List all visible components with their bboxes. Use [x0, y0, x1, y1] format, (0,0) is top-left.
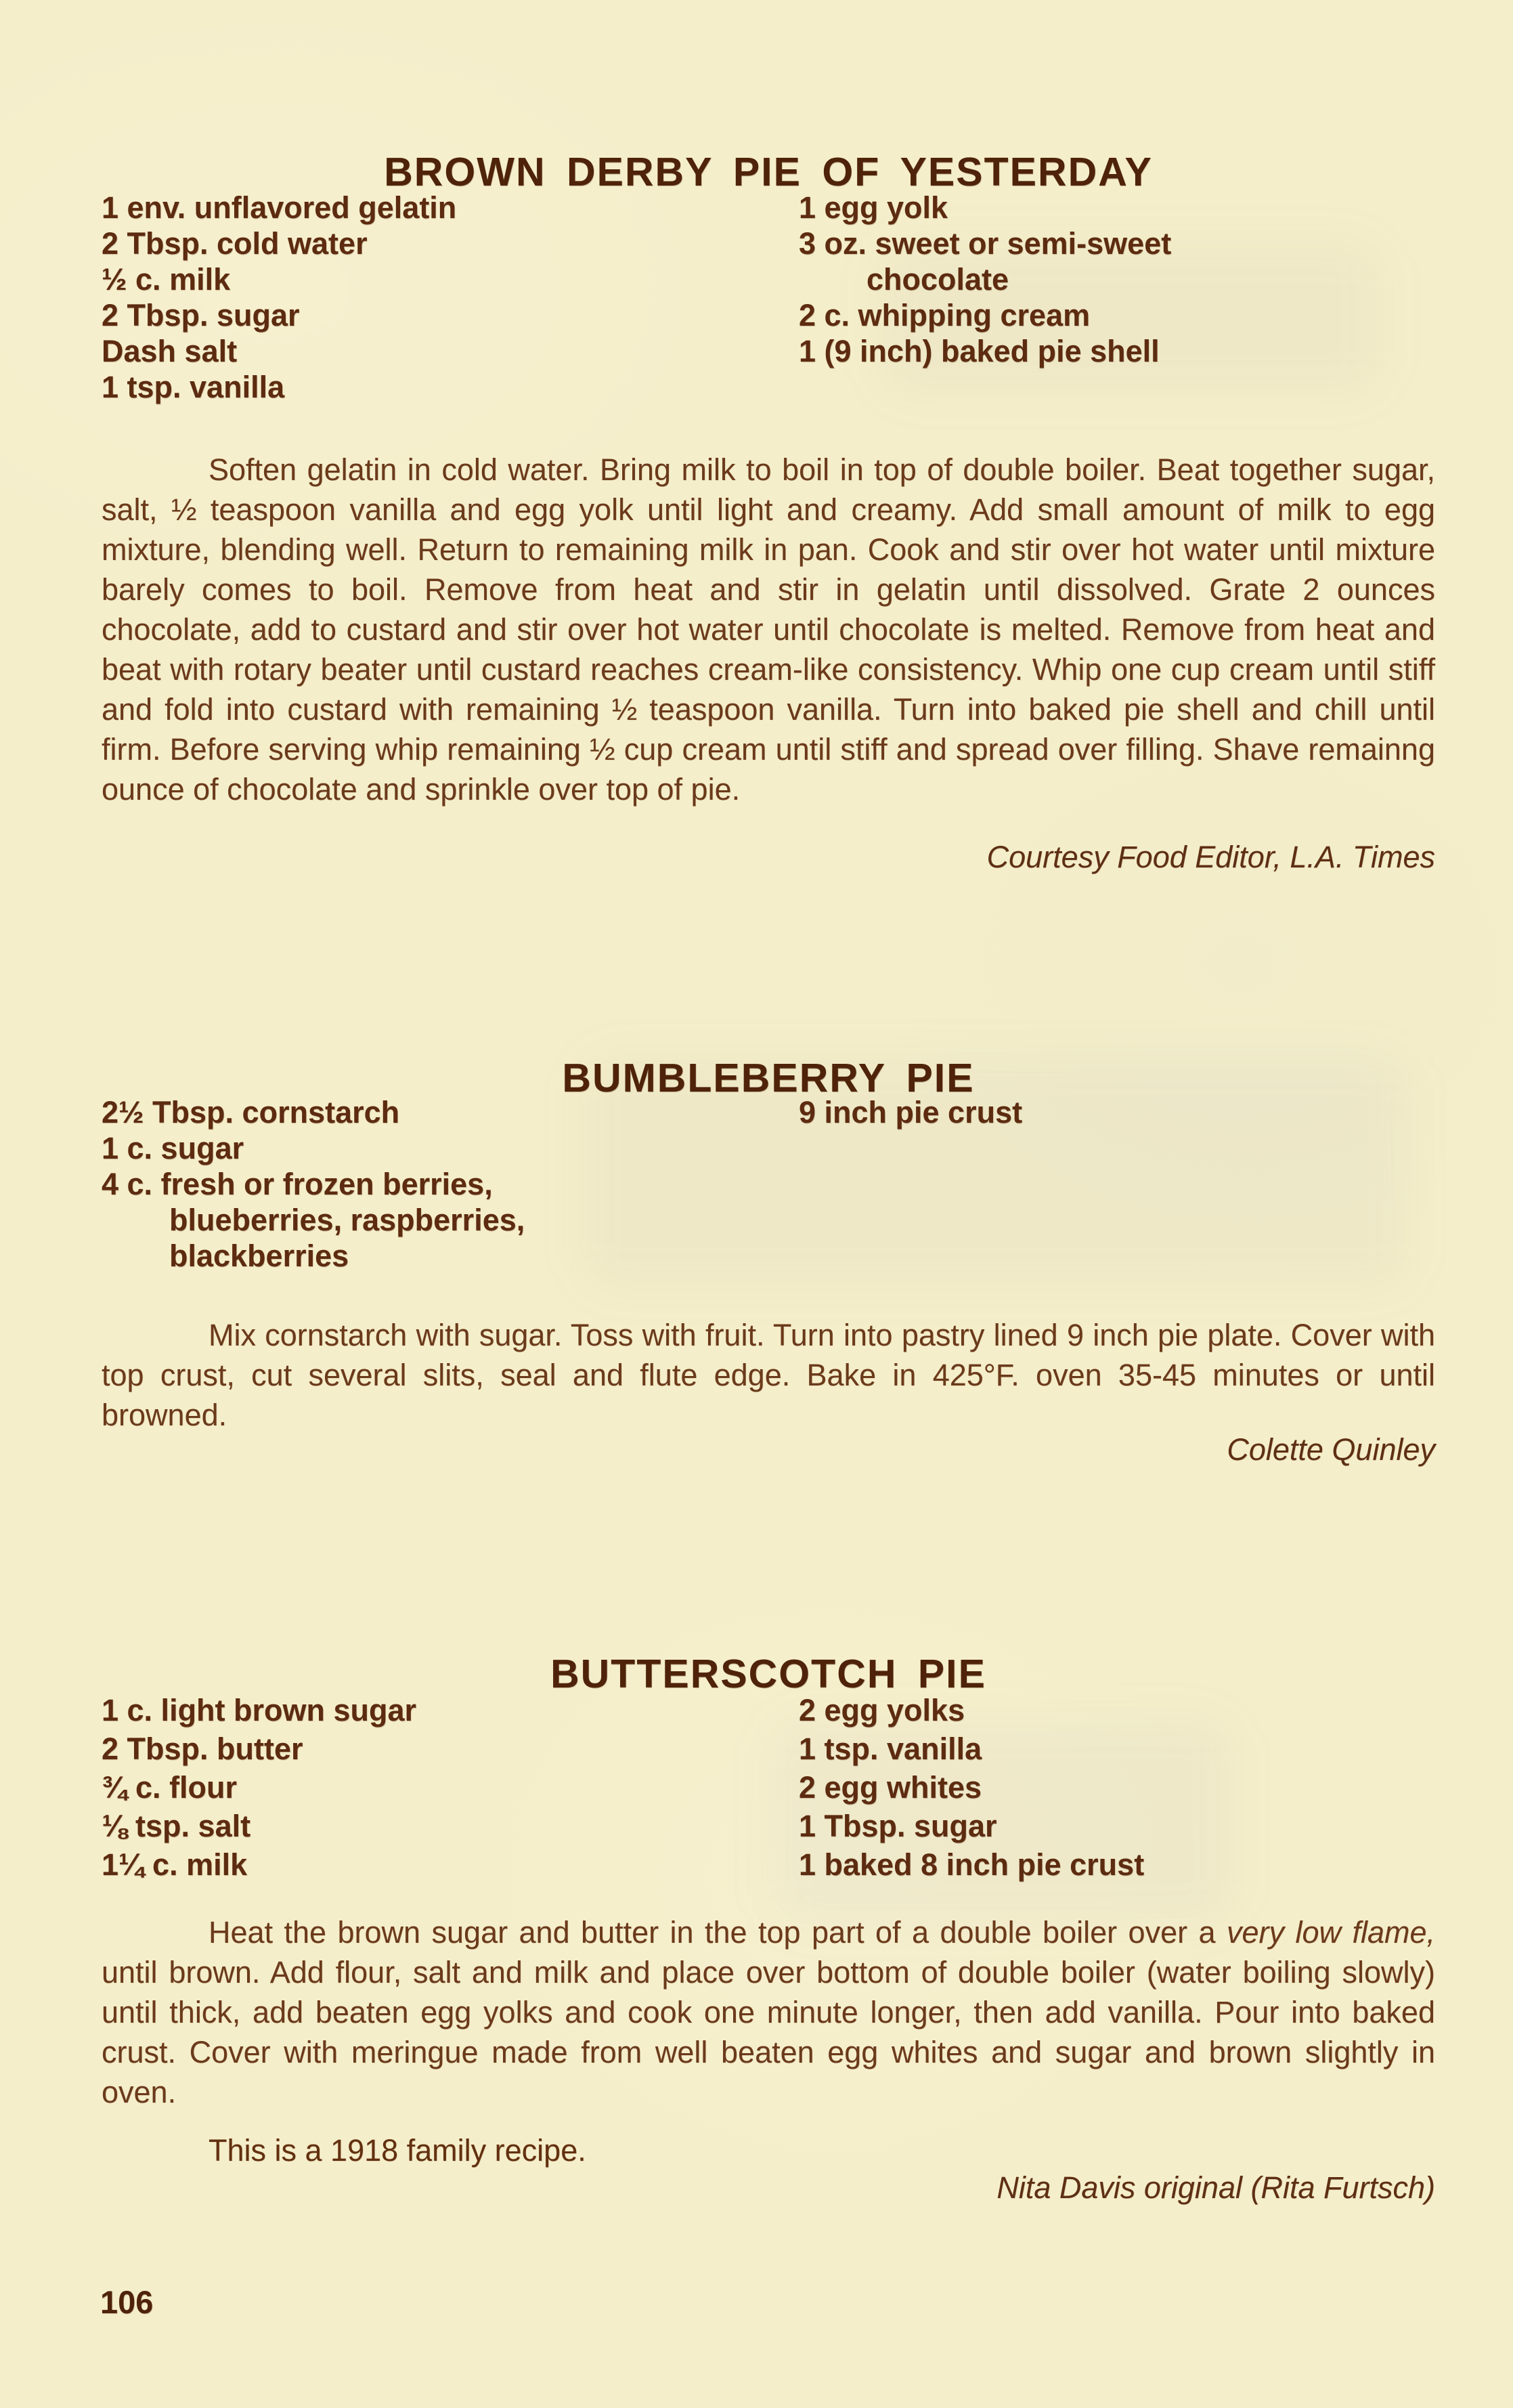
ingredient: 1 (9 inch) baked pie shell — [799, 334, 1160, 368]
instructions-part-italic: very low flame, — [1227, 1915, 1435, 1950]
ingredient: Dash salt — [102, 334, 238, 368]
ingredient: 1 env. unflavored gelatin — [102, 190, 457, 225]
ingredient: 2 Tbsp. sugar — [102, 298, 300, 332]
ingredient: 2½ Tbsp. cornstarch — [102, 1095, 400, 1130]
ingredient: 1 Tbsp. sugar — [799, 1809, 997, 1843]
ingredient: 2 c. whipping cream — [799, 298, 1091, 332]
attribution-brown-derby-pie: Courtesy Food Editor, L.A. Times — [986, 840, 1435, 874]
attribution-bumbleberry-pie: Colette Quinley — [1227, 1432, 1435, 1467]
ingredient-wrapped: chocolate — [867, 262, 1009, 297]
ingredient: ¾ c. flour — [102, 1770, 238, 1805]
ingredient: ⅛ tsp. salt — [102, 1809, 251, 1843]
ingredient: 1¼ c. milk — [102, 1847, 248, 1882]
ingredient: 2 egg whites — [799, 1770, 982, 1805]
ingredient-wrapped: blueberries, raspberries, — [169, 1203, 525, 1237]
ingredient: 1 c. sugar — [102, 1131, 244, 1165]
recipe-title-butterscotch-pie: BUTTERSCOTCH PIE — [550, 1651, 986, 1696]
instructions-bumbleberry-pie: Mix cornstarch with sugar. Toss with fruit. Turn into pastry lined 9 inch pie plate. Cover with top crust, cut several slits, seal and flute edge. Bake in 425°F. oven 35-45 minutes or until browned. — [102, 1318, 1435, 1432]
ingredient: 2 Tbsp. butter — [102, 1732, 303, 1766]
ingredient: 2 egg yolks — [799, 1693, 965, 1727]
ingredients-column-right — [799, 1094, 1022, 1130]
instructions-butterscotch-pie — [102, 1912, 1435, 2112]
ingredient: 1 tsp. vanilla — [102, 370, 285, 404]
recipe-title-brown-derby-pie: BROWN DERBY PIE OF YESTERDAY — [384, 149, 1153, 194]
page-number: 106 — [100, 2284, 154, 2320]
ingredient: 1 baked 8 inch pie crust — [799, 1847, 1145, 1882]
ingredient: 1 c. light brown sugar — [102, 1693, 417, 1727]
recipe-title-bumbleberry-pie: BUMBLEBERRY PIE — [562, 1055, 975, 1100]
instructions-part: Heat the brown sugar and butter in the top part of a double boiler over a — [209, 1915, 1227, 1950]
ingredient: 4 c. fresh or frozen berries, — [102, 1167, 493, 1201]
ingredient: ½ c. milk — [102, 262, 231, 297]
ingredients-column-right — [799, 190, 1171, 369]
ingredient-wrapped: blackberries — [169, 1239, 349, 1273]
instructions-brown-derby-pie: Soften gelatin in cold water. Bring milk to boil in top of double boiler. Beat together sugar, salt, ½ teaspoon vanilla and egg yolk until light and creamy. Add small amount of milk to egg mixture, blending well. Return to remaining milk in pan. Cook and stir over hot water until mixture barely comes to boil. Remove from heat and stir in gelatin until dissolved. Grate 2 ounces chocolate, add to custard and stir over hot water until chocolate is melted. Remove from heat and beat with rotary beater until custard reaches cream-like consistency. Whip one cup cream until stiff and fold into custard with remaining ½ teaspoon vanilla. Turn into baked pie shell and chill until firm. Before serving whip remaining ½ cup cream until stiff and spread over filling. Shave remainng ounce of chocolate and sprinkle over top of pie. — [102, 452, 1435, 807]
ingredients-column-left — [102, 190, 456, 405]
instructions-part: until brown. Add flour, salt and milk and place over bottom of double boiler (water boiling slowly) until thick, add beaten egg yolks and cook one minute longer, then add vanilla. Pour into baked crust. Cover with meringue made from well beaten egg whites and sugar and brown slightly in oven. — [102, 1955, 1435, 2109]
ingredient: 1 egg yolk — [799, 190, 948, 225]
attribution-butterscotch-pie: Nita Davis original (Rita Furtsch) — [996, 2170, 1435, 2205]
ingredient: 1 tsp. vanilla — [799, 1732, 982, 1766]
ingredients-column-left — [102, 1094, 525, 1274]
ingredient: 3 oz. sweet or semi-sweet — [799, 226, 1172, 261]
ingredient: 2 Tbsp. cold water — [102, 226, 368, 261]
ingredient: 9 inch pie crust — [799, 1095, 1023, 1130]
family-recipe-note: This is a 1918 family recipe. — [209, 2133, 586, 2168]
ingredients-column-left — [102, 1691, 416, 1884]
ingredients-column-right — [799, 1691, 1144, 1884]
